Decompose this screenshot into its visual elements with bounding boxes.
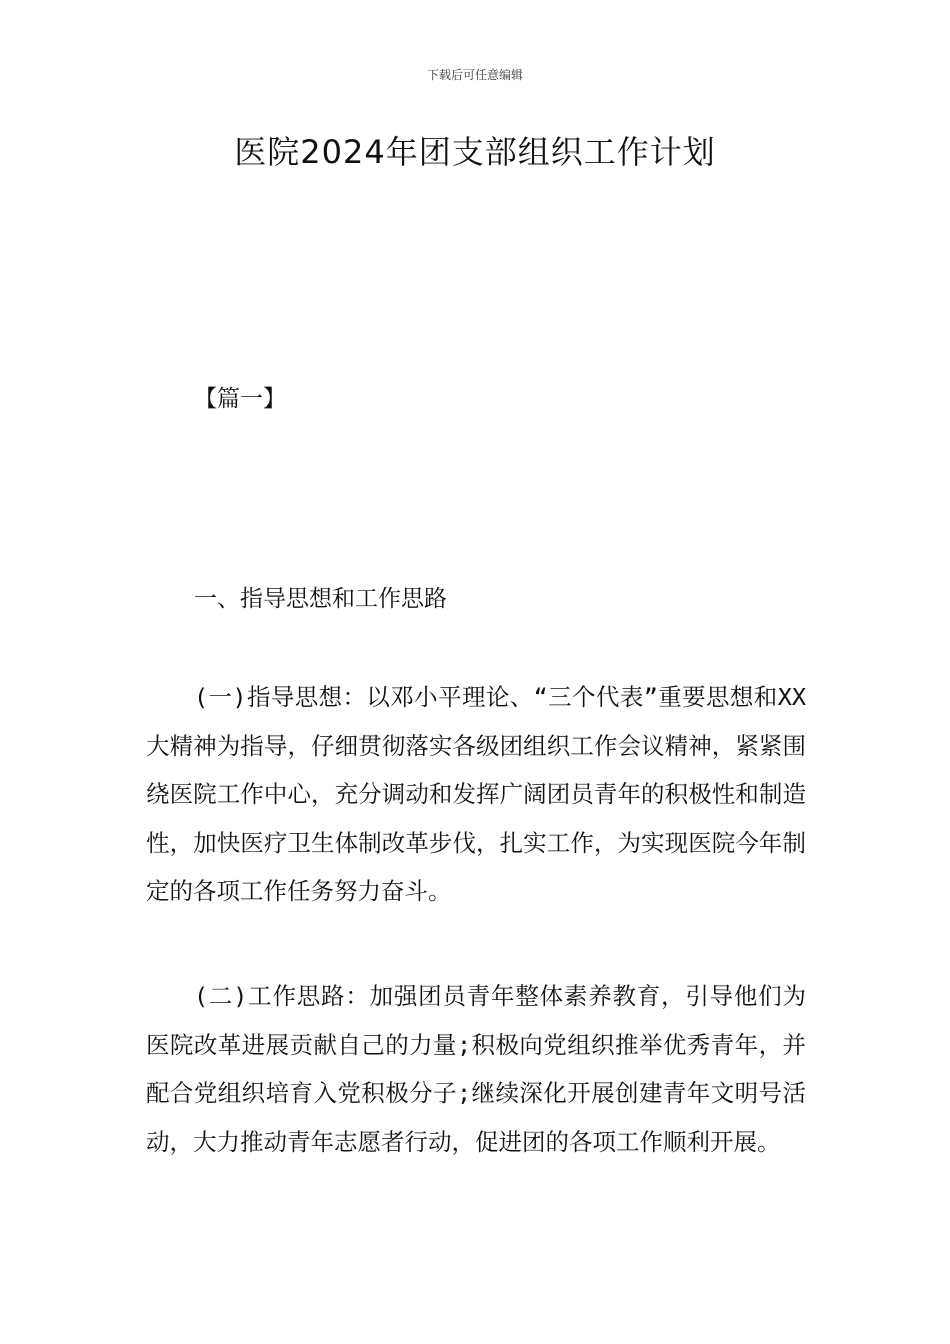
document-title: 医院2024年团支部组织工作计划 bbox=[234, 133, 716, 171]
chapter-label: 【篇一】 bbox=[194, 386, 286, 412]
paragraph-guiding-thought: (一)指导思想：以邓小平理论、“三个代表”重要思想和XX大精神为指导，仔细贯彻落实各级团组织工作会议精神，紧紧围绕医院工作中心，充分调动和发挥广阔团员青年的积极性和制造性，加快医疗卫生体制改革步伐，扎实工作，为实现医院今年制定的各项工作任务努力奋斗。 bbox=[146, 683, 806, 905]
section-heading: 一、指导思想和工作思路 bbox=[194, 586, 447, 612]
header-note: 下载后可任意编辑 bbox=[426, 68, 523, 82]
paragraph-work-approach: (二)工作思路：加强团员青年整体素养教育，引导他们为医院改革进展贡献自己的力量;积极向党组织推举优秀青年，并配合党组织培育入党积极分子;继续深化开展创建青年文明号活动，大力推动青年志愿者行动，促进团的各项工作顺利开展。 bbox=[146, 982, 806, 1156]
